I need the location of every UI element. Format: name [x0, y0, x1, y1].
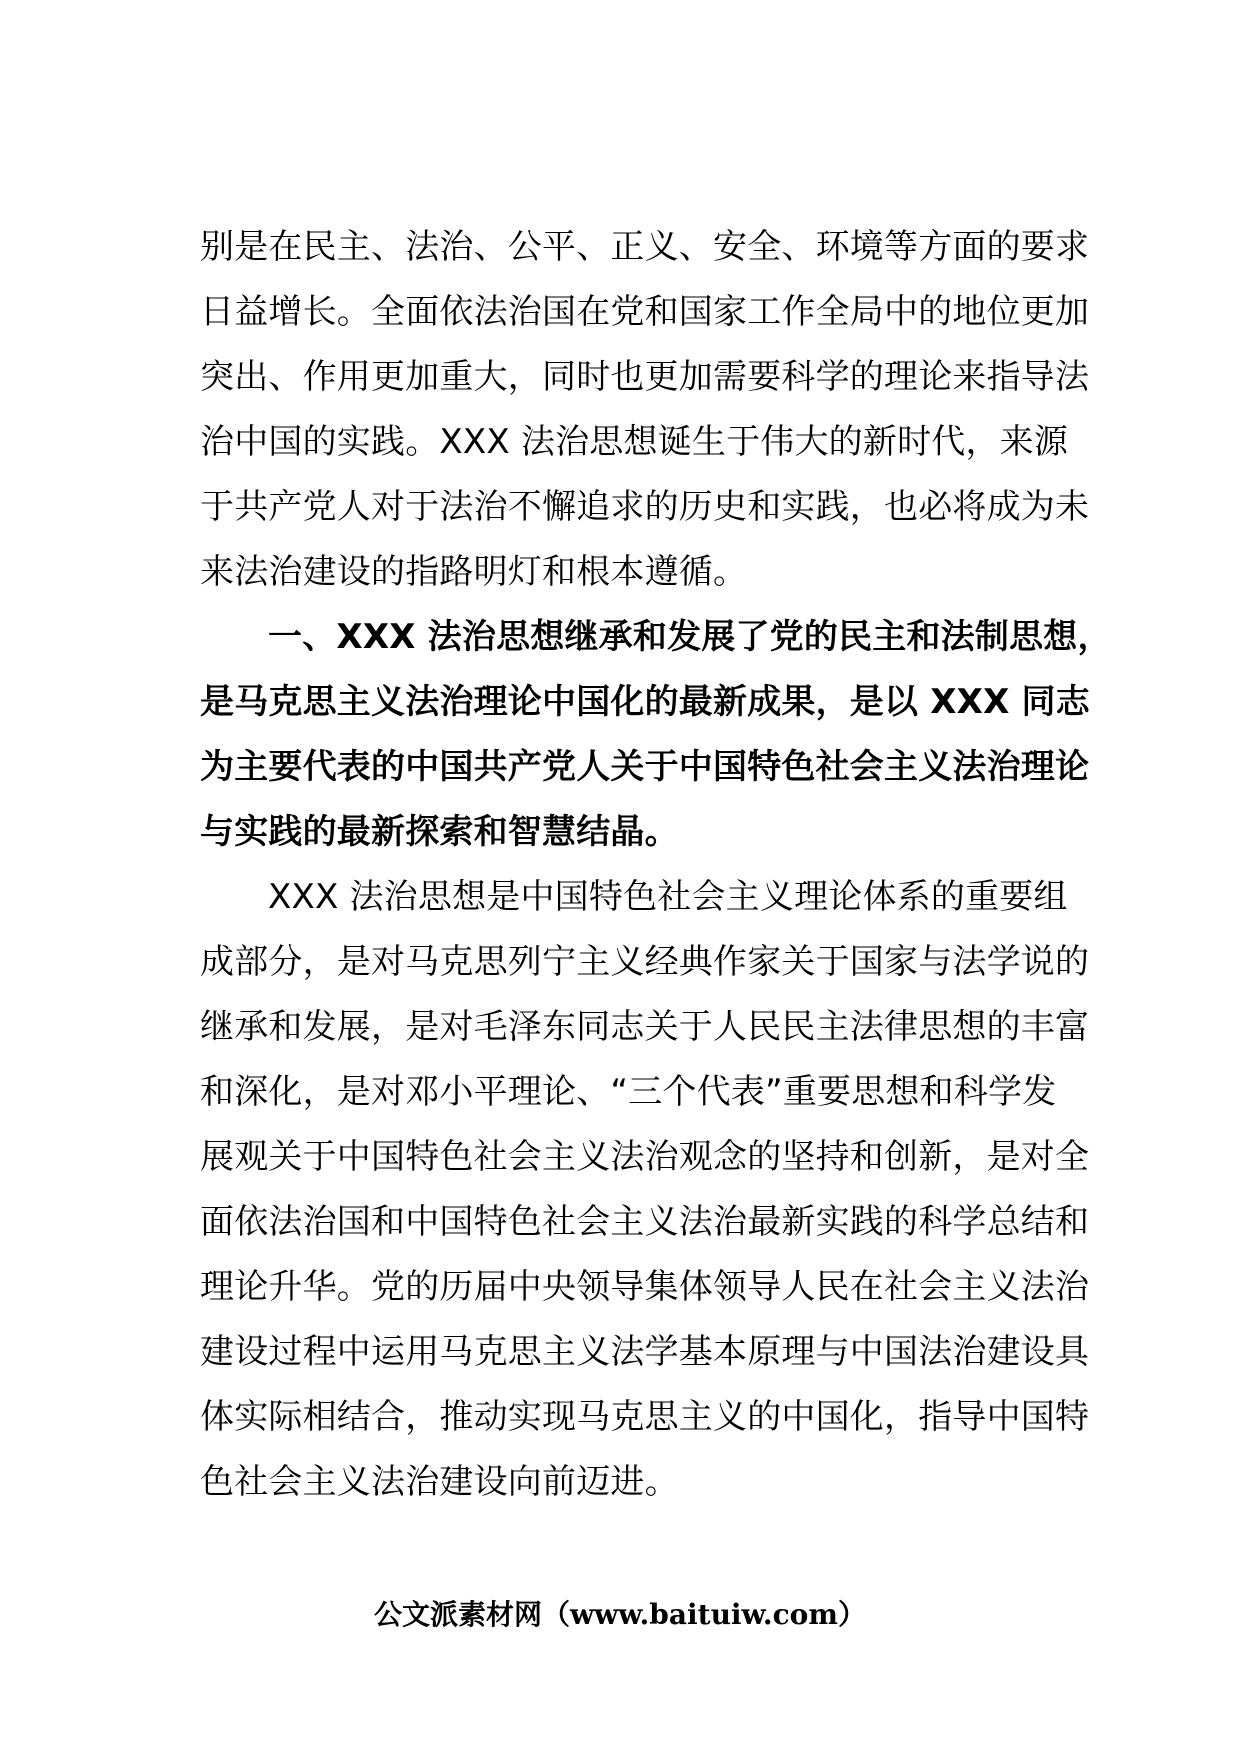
text-line: 和深化，是对邓小平理论、“三个代表”重要思想和科学发: [200, 1072, 1057, 1112]
page-footer-watermark: 公文派素材网（www.baituiw.com）: [374, 1598, 866, 1631]
text-line: 色社会主义法治建设向前迈进。: [200, 1462, 679, 1502]
text-line: 成部分，是对马克思列宁主义经典作家关于国家与法学说的: [200, 942, 1090, 982]
text-line: XXX 法治思想是中国特色社会主义理论体系的重要组: [268, 877, 1068, 917]
text-line: 突出、作用更加重大，同时也更加需要科学的理论来指导法: [200, 357, 1090, 397]
paragraph-body: [200, 865, 1090, 1515]
text-line: 面依法治国和中国特色社会主义法治最新实践的科学总结和: [200, 1202, 1090, 1242]
text-line: 日益增长。全面依法治国在党和国家工作全局中的地位更加: [200, 292, 1090, 332]
text-line: 理论升华。党的历届中央领导集体领导人民在社会主义法治: [200, 1267, 1090, 1307]
heading-line: 与实践的最新探索和智慧结晶。: [200, 812, 679, 852]
paragraph-intro: [200, 215, 1090, 605]
text-line: 继承和发展，是对毛泽东同志关于人民民主法律思想的丰富: [200, 1007, 1090, 1047]
text-line: 体实际相结合，推动实现马克思主义的中国化，指导中国特: [200, 1397, 1090, 1437]
text-line: 建设过程中运用马克思主义法学基本原理与中国法治建设具: [200, 1332, 1090, 1372]
document-body: [200, 215, 1112, 1515]
text-line: 治中国的实践。XXX 法治思想诞生于伟大的新时代，来源: [200, 422, 1069, 462]
heading-line: 为主要代表的中国共产党人关于中国特色社会主义法治理论: [200, 747, 1090, 787]
text-line: 来法治建设的指路明灯和根本遵循。: [200, 552, 748, 592]
text-line: 展观关于中国特色社会主义法治观念的坚持和创新，是对全: [200, 1137, 1090, 1177]
text-line: 于共产党人对于法治不懈追求的历史和实践，也必将成为未: [200, 487, 1090, 527]
heading-line: 一、XXX 法治思想继承和发展了党的民主和法制思想，: [268, 617, 1112, 657]
text-line: 别是在民主、法治、公平、正义、安全、环境等方面的要求: [200, 227, 1090, 267]
heading-line: 是马克思主义法治理论中国化的最新成果，是以 XXX 同志: [200, 682, 1090, 722]
section-heading: [200, 605, 1112, 865]
